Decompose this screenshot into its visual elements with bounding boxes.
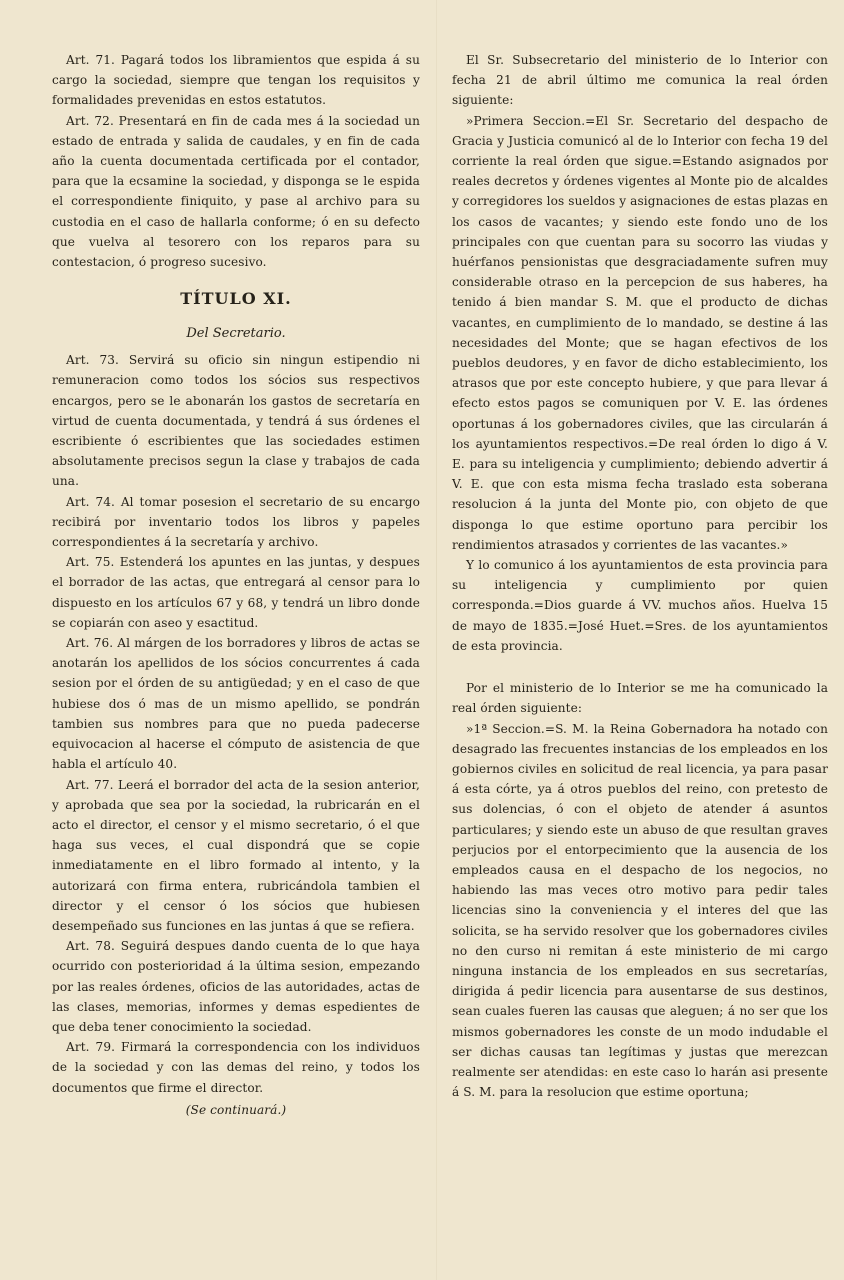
left-column	[52, 50, 420, 1120]
article-73: Art. 73. Servirá su oficio sin ningun estipendio ni remuneracion como todos los sócios sus respectivos encargos, pero se le abonarán los gastos de secretaría en virtud de cuenta documentada, y tendrá á sus órdenes el escribiente ó escribientes que las sociedades estimen absolutamente precisos segun la clase y trabajos de cada una.	[52, 353, 420, 489]
article-77: Art. 77. Leerá el borrador del acta de la sesion anterior, y aprobada que sea por la sociedad, la rubricarán en el acto el director, el censor y el mismo secretario, ó el que haga sus veces, el cual dispondrá que se copie inmediatamente en el libro formado al intento, y la autorizará con firma entera, rubricándola tambien el director y el censor ó los sócios que hubiesen desempeñado sus funciones en las juntas á que se refiera.	[52, 777, 420, 933]
article-79: Art. 79. Firmará la correspondencia con los individuos de la sociedad y con las demas del reino, y todos los documentos que firme el director.	[52, 1040, 420, 1095]
title-xi: TÍTULO XI.	[180, 289, 292, 309]
article-72: Art. 72. Presentará en fin de cada mes á la sociedad un estado de entrada y salida de caudales, y en fin de cada año la cuenta documentada certificada por el contador, para que la ecsamine la sociedad, y disponga se le espida el correspondiente finiquito, y pase al archivo para su custodia en el caso de hallarla conforme; ó en su defecto que vuelva al tesorero con los reparos para su contestacion, ó progreso sucesivo.	[52, 113, 420, 270]
subsecretario-intro: El Sr. Subsecretario del ministerio de lo Interior con fecha 21 de abril último me comunica la real órden siguiente:	[452, 53, 828, 108]
royal-order-licencias: »1ª Seccion.=S. M. la Reina Gobernadora ha notado con desagrado las frecuentes instancias de los empleados en los gobiernos civiles en solicitud de real licencia, ya para pasar á esta córte, ya á otros pueblos del reino, con pretesto de sus dolencias, ó con el objeto de atender á asuntos particulares; y siendo este un abuso de que resultan graves perjucios por el entorpecimiento que la ausencia de los empleados causa en el despacho de los negocios, no habiendo las mas veces otro motivo para pedir tales licencias sino la conveniencia y el interes del que las solicita, se ha servido resolver que los gobernadores civiles no den curso ni remitan á este ministerio de mi cargo ninguna instancia de los empleados en sus secretarías, dirigida á pedir licencia para ausentarse de sus destinos, sean cuales fueren las causas que aleguen; á no ser que los mismos gobernadores les conste de un modo indudable el ser dichas causas tan legítimas y justas que merezcan realmente ser atendidas: en este caso lo harán asi presente á S. M. para la resolucion que estime oportuna;	[452, 721, 828, 1100]
page-fold-line	[436, 0, 437, 1280]
article-76: Art. 76. Al márgen de los borradores y libros de actas se anotarán los apellidos de los sócios concurrentes á cada sesion por el órden de su antigüedad; y en el caso de que hubiese dos ó mas de un mismo apellido, se pondrán tambien sus nombres para que no pueda padecerse equivocacion al hacerse el cómputo de asistencia de que habla el artículo 40.	[52, 636, 420, 772]
article-74: Art. 74. Al tomar posesion el secretario de su encargo recibirá por inventario todos los libros y papeles correspondientes á la secretaría y archivo.	[52, 494, 420, 550]
royal-order-monte-pio: »Primera Seccion.=El Sr. Secretario del despacho de Gracia y Justicia comunicó al de lo Interior con fecha 19 del corriente la real órden que sigue.=Estando asignados por reales decretos y órdenes vigentes al Monte pio de alcaldes y corregidores los sueldos y asignaciones de estas plazas en los casos de vacantes; y siendo este fondo uno de los principales con que cuentan para su socorro las viudas y huérfanos pensionistas que desgraciadamente sufren muy considerable otraso en la percepcion de sus haberes, ha tenido á bien mandar S. M. que el producto de dichas vacantes, en cumplimiento de lo mandado, se destine á las necesidades del Monte; que se hagan efectivos de los pueblos deudores, y en favor de dicho establecimiento, los atrasos que por este concepto hubiere, y que para llevar á efecto estos pagos se comuniquen por V. E. las órdenes oportunas á los gobernadores civiles, que las circularán á los ayuntamientos respectivos.=De real órden lo digo á V. E. para su inteligencia y cumplimiento; debiendo advertir á V. E. que con esta misma fecha traslado esta soberana resolucion á la junta del Monte pio, con objeto de que disponga lo que estime oportuno para percibir los rendimientos atrasados y corrientes de las vacantes.»	[452, 113, 828, 552]
section-heading	[52, 288, 420, 344]
article-78: Art. 78. Seguirá despues dando cuenta de lo que haya ocurrido con posterioridad á la última sesion, empezando por las reales órdenes, oficios de las autoridades, actas de las clases, memorias, informes y demas espedientes de que deba tener conocimiento la sociedad.	[52, 939, 420, 1034]
article-71: Art. 71. Pagará todos los libramientos que espida á su cargo la sociedad, siempre que tengan los requisitos y formalidades prevenidas en estos estatutos.	[52, 53, 420, 108]
section-subtitle: Del Secretario.	[186, 326, 286, 342]
right-column	[452, 50, 828, 1102]
provincial-communication: Y lo comunico á los ayuntamientos de esta provincia para su inteligencia y cumplimiento por quien corresponda.=Dios guarde á VV. muchos años. Huelva 15 de mayo de 1835.=José Huet.=Sres. de los ayuntamientos de esta provincia.	[452, 558, 828, 653]
ministry-intro: Por el ministerio de lo Interior se me ha comunicado la real órden siguiente:	[452, 681, 828, 716]
continuation-note: (Se continuará.)	[185, 1102, 287, 1117]
article-75: Art. 75. Estenderá los apuntes en las juntas, y despues el borrador de las actas, que entregará al censor para lo dispuesto en los artículos 67 y 68, y tendrá un libro donde se copiarán con aseo y esactitud.	[52, 555, 420, 630]
